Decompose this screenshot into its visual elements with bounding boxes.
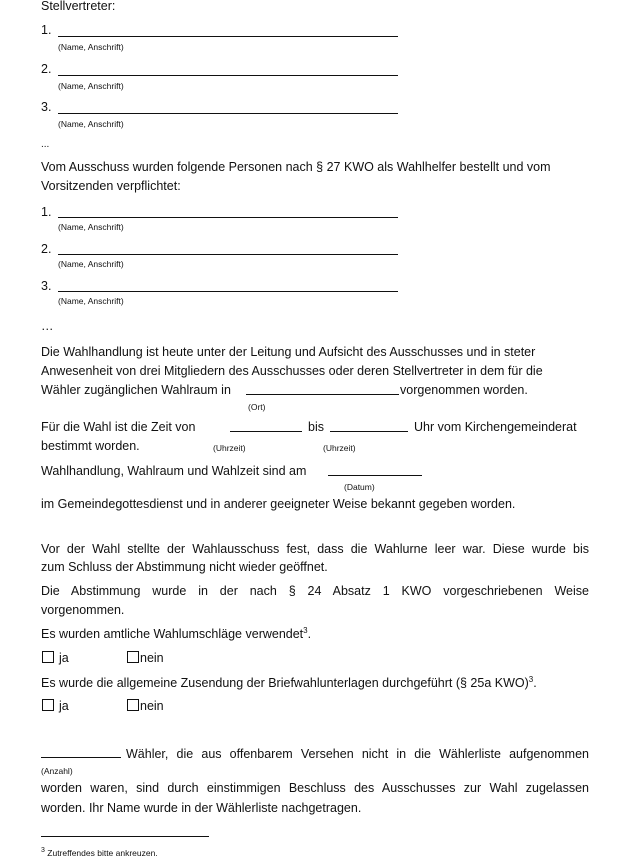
- vote-line-1: Die Abstimmung wurde in der nach § 24 Absatz 1 KWO vorgeschriebenen Weise: [41, 584, 589, 598]
- substitute-name-line-2[interactable]: [58, 75, 398, 76]
- time-text-start: Für die Wahl ist die Zeit von: [41, 420, 196, 434]
- election-paragraph-line-2: Anwesenheit von drei Mitgliedern des Ausschusses oder deren Stellvertreter in dem für die: [41, 364, 543, 378]
- helper-hint-1: (Name, Anschrift): [58, 222, 124, 232]
- substitute-hint-3: (Name, Anschrift): [58, 119, 124, 129]
- helper-hint-2: (Name, Anschrift): [58, 259, 124, 269]
- uhrzeit-hint-2: (Uhrzeit): [323, 443, 356, 453]
- anzahl-line[interactable]: [41, 757, 121, 758]
- footnote-ref-1: 3: [303, 625, 308, 635]
- helper-name-line-3[interactable]: [58, 291, 398, 292]
- vote-line-2: vorgenommen.: [41, 603, 125, 617]
- time-text-determined: bestimmt worden.: [41, 439, 140, 453]
- ellipsis-2: …: [41, 319, 54, 333]
- substitute-number-1: 1.: [41, 23, 52, 37]
- helpers-intro-line-1: Vom Ausschuss wurden folgende Personen nach § 27 KWO als Wahlhelfer bestellt und vom: [41, 160, 551, 174]
- uhrzeit-hint-1: (Uhrzeit): [213, 443, 246, 453]
- substitute-number-2: 2.: [41, 62, 52, 76]
- ja-checkbox-envelopes[interactable]: [42, 651, 54, 663]
- substitute-number-3: 3.: [41, 100, 52, 114]
- ja-checkbox-postal[interactable]: [42, 699, 54, 711]
- time-text-bis: bis: [308, 420, 324, 434]
- announce-text-2: im Gemeindegottesdienst und in anderer geeigneter Weise bekannt gegeben worden.: [41, 497, 516, 511]
- ort-line[interactable]: [246, 394, 399, 395]
- helper-hint-3: (Name, Anschrift): [58, 296, 124, 306]
- helper-name-line-1[interactable]: [58, 217, 398, 218]
- announce-text: Wahlhandlung, Wahlraum und Wahlzeit sind am: [41, 464, 307, 478]
- time-to-line[interactable]: [330, 431, 408, 432]
- footnote-separator: [41, 836, 209, 837]
- helper-number-1: 1.: [41, 205, 52, 219]
- voters-text-line-3: worden. Ihr Name wurde in der Wählerliste nachgetragen.: [41, 801, 362, 815]
- substitute-name-line-3[interactable]: [58, 113, 398, 114]
- election-paragraph-line-1: Die Wahlhandlung ist heute unter der Leitung und Aufsicht des Ausschusses und in steter: [41, 345, 536, 359]
- helper-number-3: 3.: [41, 279, 52, 293]
- question-envelopes: Es wurden amtliche Wahlumschläge verwendet$^3$.: [41, 625, 312, 641]
- urn-line-1: Vor der Wahl stellte der Wahlausschuss fest, dass die Wahlurne leer war. Diese wurde bis: [41, 542, 589, 556]
- election-paragraph-line-3a: Wähler zugänglichen Wahlraum in: [41, 383, 231, 397]
- footnote-mark: 3: [41, 847, 45, 855]
- time-from-line[interactable]: [230, 431, 302, 432]
- ja-label-envelopes: ja: [59, 651, 69, 665]
- footnote-ref-2: 3: [528, 674, 534, 684]
- nein-label-envelopes: nein: [140, 651, 164, 665]
- nein-checkbox-envelopes[interactable]: [127, 651, 139, 663]
- footnote: $^3$ Zutreffendes bitte ankreuzen.: [41, 847, 158, 858]
- substitute-hint-2: (Name, Anschrift): [58, 81, 124, 91]
- question-postal-vote: Es wurde die allgemeine Zusendung der Briefwahlunterlagen durchgeführt (§ 25a KWO)$^3$.: [41, 674, 537, 690]
- helper-name-line-2[interactable]: [58, 254, 398, 255]
- substitute-hint-1: (Name, Anschrift): [58, 42, 124, 52]
- ellipsis-1: ...: [41, 139, 50, 150]
- nein-checkbox-postal[interactable]: [127, 699, 139, 711]
- voters-text-line-1: Wähler, die aus offenbarem Versehen nicht in die Wählerliste aufgenommen: [126, 747, 589, 761]
- datum-hint: (Datum): [344, 482, 375, 492]
- substitute-name-line-1[interactable]: [58, 36, 398, 37]
- helper-number-2: 2.: [41, 242, 52, 256]
- election-paragraph-line-3b: vorgenommen worden.: [400, 383, 528, 397]
- date-line[interactable]: [328, 475, 422, 476]
- section-heading-substitutes: Stellvertreter:: [41, 0, 116, 13]
- nein-label-postal: nein: [140, 699, 164, 713]
- voters-text-line-2: worden waren, sind durch einstimmigen Beschluss des Ausschusses zur Wahl zugelassen: [41, 781, 589, 795]
- ort-hint: (Ort): [248, 402, 266, 412]
- time-text-end: Uhr vom Kirchengemeinderat: [414, 420, 577, 434]
- helpers-intro-line-2: Vorsitzenden verpflichtet:: [41, 179, 181, 193]
- anzahl-hint: (Anzahl): [41, 766, 73, 776]
- urn-line-2: zum Schluss der Abstimmung nicht wieder geöffnet.: [41, 560, 328, 574]
- ja-label-postal: ja: [59, 699, 69, 713]
